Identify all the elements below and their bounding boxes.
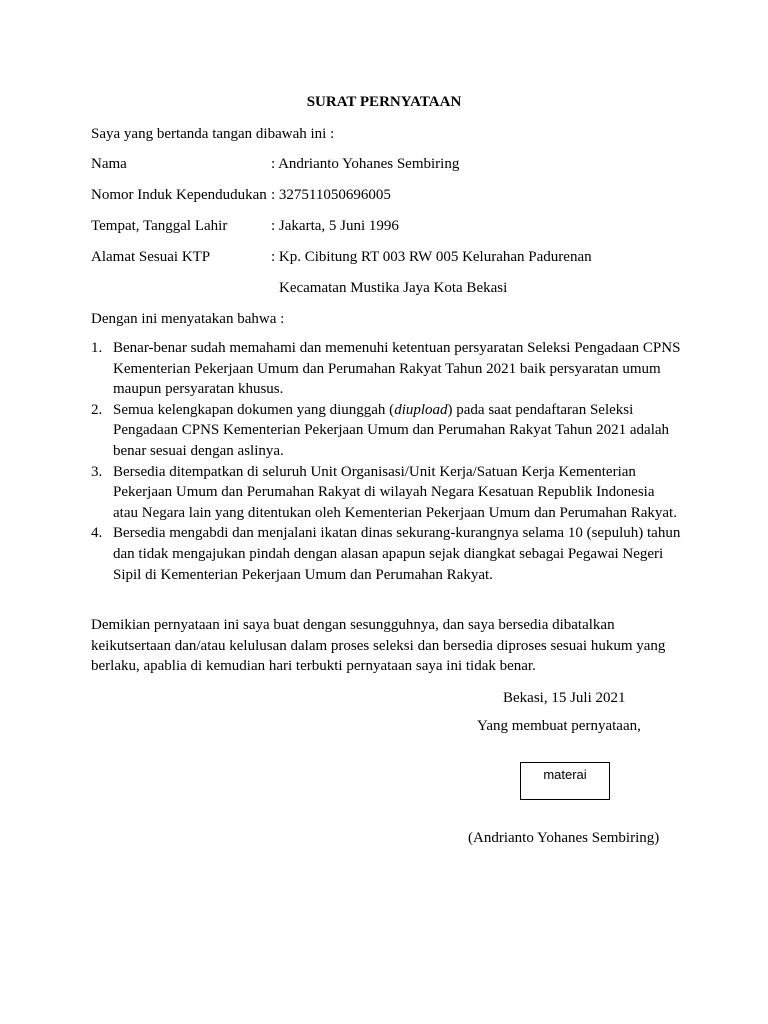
statement-list xyxy=(91,338,681,585)
statement-intro: Dengan ini menyatakan bahwa : xyxy=(91,311,285,327)
list-item-text-before: Semua kelengkapan dokumen yang diunggah ( xyxy=(113,401,395,418)
list-item-text: Bersedia mengabdi dan menjalani ikatan dinas sekurang-kurangnya selama 10 (sepuluh) tahun dan tidak mengajukan pindah dengan alasan apapun sejak diangkat sebagai Pegawai Negeri Sipil di Kementerian Pekerjaan Umum dan Perumahan Rakyat. xyxy=(113,525,681,583)
field-label-nik: Nomor Induk Kependudukan xyxy=(91,187,267,203)
list-item-number: 2. xyxy=(91,401,103,418)
maker-label: Yang membuat pernyataan, xyxy=(477,718,641,734)
field-label-name: Nama xyxy=(91,156,127,172)
list-item-text xyxy=(113,400,681,462)
signature-name: (Andrianto Yohanes Sembiring) xyxy=(468,830,660,846)
list-item-text: Benar-benar sudah memahami dan memenuhi ketentuan persyaratan Seleksi Pengadaan CPNS Kementerian Pekerjaan Umum dan Perumahan Rakyat Tahun 2021 baik persyaratan umum maupun persyaratan khusus. xyxy=(113,340,681,398)
list-item xyxy=(91,462,681,524)
intro-text: Saya yang bertanda tangan dibawah ini : xyxy=(91,126,335,142)
stamp-label: materai xyxy=(543,767,587,782)
field-label-address: Alamat Sesuai KTP xyxy=(91,249,211,265)
list-item-text: Bersedia ditempatkan di seluruh Unit Organisasi/Unit Kerja/Satuan Kerja Kementerian Pekerjaan Umum dan Perumahan Rakyat di wilayah Negara Kesatuan Republik Indonesia atau Negara lain yang ditentukan oleh Kementerian Pekerjaan Umum dan Perumahan Rakyat. xyxy=(113,463,677,521)
list-item xyxy=(91,400,681,462)
list-item-number: 4. xyxy=(91,525,103,542)
closing-paragraph: Demikian pernyataan ini saya buat dengan sesungguhnya, dan saya bersedia dibatalkan keikutsertaan dan/atau kelulusan dalam proses seleksi dan bersedia diproses sesuai hukum yang berlaku, apablia di kemudian hari terbukti pernyataan saya ini tidak benar. xyxy=(91,617,666,675)
list-item-number: 3. xyxy=(91,463,103,480)
list-item-text-after: ) pada saat pendaftaran Seleksi Pengadaan CPNS Kementerian Pekerjaan Umum dan Perumahan Rakyat Tahun 2021 adalah benar sesuai dengan aslinya. xyxy=(113,401,670,459)
field-label-birth: Tempat, Tanggal Lahir xyxy=(91,218,228,234)
list-item-text-italic: diupload xyxy=(394,401,448,418)
field-value-name: : Andrianto Yohanes Sembiring xyxy=(271,156,460,172)
list-item-number: 1. xyxy=(91,340,103,356)
field-value-address-continuation: Kecamatan Mustika Jaya Kota Bekasi xyxy=(279,280,508,296)
field-value-birth: : Jakarta, 5 Juni 1996 xyxy=(271,218,399,234)
list-item xyxy=(91,523,681,585)
field-value-nik: : 327511050696005 xyxy=(271,187,391,203)
stamp-box xyxy=(520,762,610,800)
field-value-address: : Kp. Cibitung RT 003 RW 005 Kelurahan Padurenan xyxy=(271,249,592,265)
list-item xyxy=(91,338,681,400)
place-date: Bekasi, 15 Juli 2021 xyxy=(503,690,626,706)
document-title: SURAT PERNYATAAN xyxy=(306,94,462,110)
